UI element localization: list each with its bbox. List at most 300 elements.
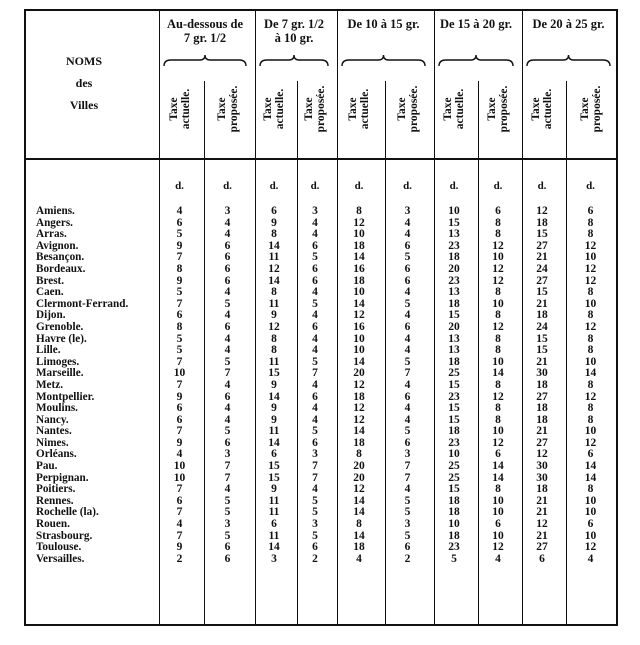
- city-name: Nancy.: [36, 413, 69, 426]
- value-column: [261, 206, 287, 565]
- value-cell: 18: [448, 297, 460, 310]
- value-cell: 5: [312, 425, 318, 438]
- value-cell: 3: [312, 205, 318, 217]
- value-cell: 8: [587, 402, 594, 415]
- value-cell: 5: [176, 228, 183, 241]
- value-cell: 4: [224, 413, 231, 426]
- value-cell: 20: [353, 367, 365, 380]
- value-cell: 15: [536, 332, 548, 345]
- value-cell: 21: [536, 425, 548, 438]
- value-cell: 12: [584, 262, 597, 275]
- value-cell: 4: [404, 378, 411, 391]
- value-cell: 4: [312, 216, 318, 229]
- value-cell: 27: [536, 274, 548, 287]
- unit-label: d.: [586, 180, 595, 192]
- value-cell: 30: [536, 367, 548, 380]
- value-cell: 6: [271, 518, 277, 531]
- value-cell: 9: [271, 378, 277, 391]
- value-cell: 7: [404, 367, 411, 380]
- brace-mark: [526, 54, 611, 68]
- value-cell: 5: [176, 344, 183, 357]
- value-cell: 20: [353, 471, 365, 484]
- value-cell: 6: [495, 205, 501, 217]
- city-name: Rennes.: [36, 494, 74, 507]
- group-separator-line: [522, 11, 523, 624]
- unit-label: d.: [537, 180, 547, 192]
- subcolumn-separator-line: [204, 81, 205, 624]
- value-cell: 5: [312, 251, 318, 264]
- value-cell: 7: [176, 425, 183, 438]
- value-cell: 10: [353, 286, 365, 299]
- value-cell: 8: [271, 228, 277, 241]
- value-cell: 15: [268, 460, 280, 473]
- value-cell: 23: [448, 436, 460, 449]
- value-cell: 9: [176, 541, 183, 554]
- value-cell: 18: [448, 494, 460, 507]
- taxe-proposee-header: [395, 76, 420, 142]
- value-cell: 4: [176, 448, 183, 461]
- value-cell: 5: [224, 297, 231, 310]
- value-cell: 6: [176, 494, 183, 507]
- value-cell: 6: [312, 541, 318, 554]
- city-name: Dijon.: [36, 309, 66, 322]
- value-cell: 14: [584, 460, 597, 473]
- value-cell: 4: [224, 378, 231, 391]
- group-title-line: à 10 gr.: [274, 31, 314, 45]
- value-cell: 14: [268, 541, 280, 554]
- city-name: Marseille.: [36, 367, 84, 380]
- unit-label: d.: [175, 180, 184, 192]
- city-name: Versailles.: [36, 552, 85, 565]
- city-name: Nimes.: [36, 436, 69, 449]
- value-cell: 4: [224, 309, 231, 322]
- value-cell: 12: [536, 205, 548, 217]
- value-cell: 3: [224, 518, 231, 531]
- subheader-text: Taxe actuelle.: [442, 88, 466, 130]
- value-cell: 3: [404, 205, 411, 217]
- value-cell: 8: [587, 483, 594, 496]
- value-cell: 12: [584, 320, 597, 333]
- city-name: Lille.: [36, 344, 61, 357]
- value-cell: 10: [584, 425, 597, 438]
- value-cell: 12: [353, 216, 365, 229]
- value-cell: 6: [312, 390, 318, 403]
- value-cell: 12: [353, 402, 365, 415]
- header-villes: Villes: [69, 98, 99, 112]
- value-cell: 12: [268, 320, 280, 333]
- value-cell: 8: [587, 378, 594, 391]
- value-cell: 2: [176, 552, 183, 565]
- group-title: [520, 17, 617, 31]
- names-column-header: [34, 50, 134, 116]
- subheader-text: Taxe actuelle.: [347, 88, 371, 130]
- value-cell: 7: [176, 355, 183, 368]
- brace-mark: [341, 54, 426, 68]
- value-cell: 7: [224, 460, 231, 473]
- city-name: Besançon.: [36, 251, 85, 264]
- value-cell: 14: [268, 239, 280, 252]
- group-title: [432, 17, 520, 31]
- value-cell: 2: [404, 552, 411, 565]
- value-cell: 18: [353, 274, 365, 287]
- value-cell: 11: [268, 297, 280, 310]
- value-cell: 7: [312, 460, 318, 473]
- value-cell: 4: [587, 552, 594, 565]
- value-cell: 12: [268, 262, 280, 275]
- value-cell: 6: [224, 262, 231, 275]
- value-cell: 10: [492, 355, 504, 368]
- value-cell: 4: [312, 309, 318, 322]
- value-cell: 5: [312, 494, 318, 507]
- unit-label: d.: [223, 180, 232, 192]
- value-cell: 18: [448, 251, 460, 264]
- value-cell: 11: [268, 355, 280, 368]
- city-name: Pau.: [36, 460, 58, 473]
- value-cell: 15: [448, 483, 460, 496]
- subcolumn-separator-line: [478, 81, 479, 624]
- value-cell: 6: [587, 205, 594, 217]
- value-cell: 15: [448, 413, 460, 426]
- subcolumn-separator-line: [566, 81, 567, 624]
- value-cell: 6: [404, 541, 411, 554]
- taxe-actuelle-header: [167, 76, 192, 142]
- value-cell: 5: [176, 286, 183, 299]
- value-cell: 11: [268, 529, 280, 542]
- taxe-actuelle-header: [264, 76, 284, 142]
- city-name: Strasbourg.: [36, 529, 93, 542]
- unit-label: d.: [310, 180, 320, 192]
- value-cell: 8: [495, 286, 501, 299]
- value-cell: 10: [353, 344, 365, 357]
- value-cell: 6: [312, 436, 318, 449]
- value-cell: 7: [176, 506, 183, 519]
- value-cell: 3: [224, 448, 231, 461]
- value-cell: 18: [536, 378, 548, 391]
- value-cell: 8: [587, 228, 594, 241]
- value-cell: 15: [536, 344, 548, 357]
- value-cell: 5: [404, 529, 411, 542]
- value-column: [485, 206, 511, 565]
- value-cell: 25: [448, 367, 460, 380]
- value-cell: 6: [404, 436, 411, 449]
- value-cell: 3: [404, 518, 411, 531]
- value-cell: 14: [353, 251, 365, 264]
- value-cell: 14: [492, 367, 504, 380]
- group-separator-line: [337, 11, 338, 624]
- value-cell: 5: [224, 529, 231, 542]
- value-cell: 5: [451, 552, 457, 565]
- value-cell: 4: [495, 552, 501, 565]
- value-cell: 10: [353, 332, 365, 345]
- value-cell: 14: [353, 529, 365, 542]
- value-cell: 8: [271, 344, 277, 357]
- taxe-actuelle-header: [444, 76, 464, 142]
- city-name: Amiens.: [36, 205, 75, 217]
- city-name: Moulins.: [36, 402, 78, 415]
- city-name: Toulouse.: [36, 541, 82, 554]
- group-title-line: 7 gr. 1/2: [183, 31, 227, 45]
- value-cell: 9: [176, 239, 183, 252]
- value-cell: 12: [536, 448, 548, 461]
- value-cell: 5: [404, 355, 411, 368]
- value-cell: 6: [176, 413, 183, 426]
- value-cell: 5: [312, 297, 318, 310]
- city-name: Arras.: [36, 228, 67, 241]
- value-cell: 14: [584, 471, 597, 484]
- value-cell: 12: [584, 541, 597, 554]
- value-cell: 6: [224, 239, 231, 252]
- value-cell: 3: [312, 448, 318, 461]
- city-name: Rouen.: [36, 518, 70, 531]
- value-cell: 20: [448, 320, 460, 333]
- city-name: Nantes.: [36, 425, 72, 438]
- value-cell: 7: [176, 483, 183, 496]
- value-cell: 11: [268, 251, 280, 264]
- unit-label: d.: [269, 180, 279, 192]
- value-cell: 21: [536, 355, 548, 368]
- value-cell: 4: [224, 228, 231, 241]
- value-column: [395, 206, 421, 565]
- value-cell: 10: [448, 518, 460, 531]
- value-cell: 16: [353, 262, 365, 275]
- value-cell: 9: [271, 309, 277, 322]
- value-cell: 7: [224, 367, 231, 380]
- value-cell: 10: [492, 425, 504, 438]
- value-cell: 4: [224, 286, 231, 299]
- value-cell: 11: [268, 506, 280, 519]
- value-cell: 12: [584, 239, 597, 252]
- value-cell: 7: [312, 471, 318, 484]
- value-cell: 6: [539, 552, 545, 565]
- value-cell: 4: [312, 483, 318, 496]
- value-cell: 12: [492, 274, 504, 287]
- value-cell: 5: [404, 506, 411, 519]
- value-cell: 4: [224, 402, 231, 415]
- value-cell: 4: [404, 332, 411, 345]
- value-cell: 13: [448, 228, 460, 241]
- value-cell: 4: [312, 228, 318, 241]
- value-cell: 9: [176, 436, 183, 449]
- value-cell: 18: [353, 541, 365, 554]
- value-cell: 6: [587, 448, 594, 461]
- value-column: [529, 206, 555, 565]
- value-cell: 4: [312, 286, 318, 299]
- brace-mark: [438, 54, 514, 68]
- value-cell: 3: [224, 205, 231, 217]
- value-cell: 6: [587, 518, 594, 531]
- value-cell: 23: [448, 390, 460, 403]
- value-cell: 14: [492, 460, 504, 473]
- value-cell: 4: [404, 413, 411, 426]
- value-cell: 20: [448, 262, 460, 275]
- value-cell: 6: [404, 390, 411, 403]
- value-cell: 25: [448, 471, 460, 484]
- group-title-line: De 20 à 25 gr.: [532, 17, 605, 31]
- value-cell: 8: [176, 320, 183, 333]
- value-cell: 18: [536, 309, 548, 322]
- subheader-text: Taxe actuelle.: [530, 88, 554, 130]
- taxe-proposee-header: [305, 76, 325, 142]
- value-cell: 10: [492, 529, 504, 542]
- value-cell: 4: [224, 344, 231, 357]
- value-cell: 5: [176, 332, 183, 345]
- value-cell: 6: [312, 262, 318, 275]
- value-column: [167, 206, 193, 565]
- brace-mark: [163, 54, 247, 68]
- value-cell: 4: [312, 402, 318, 415]
- value-cell: 6: [176, 402, 183, 415]
- value-cell: 4: [404, 309, 411, 322]
- value-cell: 18: [448, 355, 460, 368]
- value-cell: 27: [536, 390, 548, 403]
- value-cell: 6: [404, 262, 411, 275]
- value-cell: 25: [448, 460, 460, 473]
- value-cell: 8: [495, 378, 501, 391]
- value-cell: 12: [353, 413, 365, 426]
- value-cell: 4: [312, 332, 318, 345]
- value-cell: 10: [584, 355, 597, 368]
- value-cell: 6: [224, 274, 231, 287]
- value-cell: 10: [584, 506, 597, 519]
- value-cell: 9: [271, 216, 277, 229]
- value-cell: 13: [448, 332, 460, 345]
- value-cell: 6: [271, 205, 277, 217]
- value-cell: 14: [353, 297, 365, 310]
- subcolumn-separator-line: [297, 81, 298, 624]
- value-cell: 10: [492, 506, 504, 519]
- value-cell: 8: [356, 518, 362, 531]
- value-cell: 12: [536, 518, 548, 531]
- value-cell: 4: [404, 228, 411, 241]
- value-cell: 8: [495, 216, 501, 229]
- value-cell: 5: [312, 355, 318, 368]
- unit-label: d.: [493, 180, 503, 192]
- value-cell: 21: [536, 506, 548, 519]
- value-cell: 8: [587, 216, 594, 229]
- value-cell: 4: [312, 378, 318, 391]
- value-cell: 18: [448, 529, 460, 542]
- group-title-line: Au-dessous de: [166, 17, 244, 31]
- value-cell: 10: [584, 251, 597, 264]
- value-cell: 18: [448, 425, 460, 438]
- city-name: Brest.: [36, 274, 65, 287]
- value-cell: 23: [448, 541, 460, 554]
- value-cell: 4: [312, 344, 318, 357]
- taxe-actuelle-header: [349, 76, 369, 142]
- value-cell: 12: [492, 320, 504, 333]
- value-cell: 11: [268, 494, 280, 507]
- value-cell: 4: [356, 552, 362, 565]
- header-divider: [26, 158, 616, 160]
- city-name: Montpellier.: [36, 390, 95, 403]
- value-cell: 6: [224, 320, 231, 333]
- value-cell: 6: [312, 239, 318, 252]
- group-separator-line: [434, 11, 435, 624]
- value-cell: 5: [312, 529, 318, 542]
- city-name: Bordeaux.: [36, 262, 86, 275]
- value-cell: 18: [536, 216, 548, 229]
- city-name: Havre (le).: [36, 332, 87, 345]
- unit-label: d.: [449, 180, 459, 192]
- value-cell: 10: [448, 448, 460, 461]
- value-cell: 12: [492, 436, 504, 449]
- value-cell: 5: [224, 425, 231, 438]
- taxe-proposee-header: [578, 76, 603, 142]
- subheader-text: Taxe proposée.: [303, 85, 327, 133]
- value-cell: 8: [587, 344, 594, 357]
- value-cell: 15: [448, 309, 460, 322]
- value-cell: 14: [268, 274, 280, 287]
- value-cell: 18: [536, 483, 548, 496]
- value-cell: 7: [404, 460, 411, 473]
- value-column: [215, 206, 241, 565]
- value-cell: 18: [536, 413, 548, 426]
- value-cell: 27: [536, 436, 548, 449]
- value-cell: 14: [584, 367, 597, 380]
- value-cell: 18: [448, 506, 460, 519]
- value-cell: 7: [404, 471, 411, 484]
- taxe-proposee-header: [215, 76, 240, 142]
- city-name: Clermont-Ferrand.: [36, 297, 129, 310]
- value-cell: 15: [536, 228, 548, 241]
- value-cell: 14: [353, 506, 365, 519]
- value-column: [302, 206, 328, 565]
- value-cell: 10: [353, 228, 365, 241]
- value-cell: 6: [404, 320, 411, 333]
- value-cell: 14: [353, 494, 365, 507]
- city-names-column: [36, 206, 128, 565]
- value-cell: 5: [224, 355, 231, 368]
- city-name: Perpignan.: [36, 471, 89, 484]
- subheader-text: Taxe proposée.: [578, 85, 603, 133]
- value-cell: 4: [404, 402, 411, 415]
- value-cell: 4: [404, 286, 411, 299]
- value-cell: 15: [448, 216, 460, 229]
- value-cell: 3: [404, 448, 411, 461]
- value-cell: 6: [495, 448, 501, 461]
- value-column: [346, 206, 372, 565]
- value-cell: 5: [404, 494, 411, 507]
- value-cell: 5: [404, 251, 411, 264]
- group-title: [157, 17, 253, 45]
- value-cell: 3: [271, 552, 277, 565]
- value-cell: 23: [448, 239, 460, 252]
- value-cell: 16: [353, 320, 365, 333]
- value-cell: 8: [271, 332, 277, 345]
- value-cell: 8: [356, 448, 362, 461]
- value-cell: 10: [492, 251, 504, 264]
- subheader-text: Taxe proposée.: [486, 85, 510, 133]
- value-cell: 9: [176, 274, 183, 287]
- value-cell: 10: [492, 494, 504, 507]
- value-cell: 10: [492, 297, 504, 310]
- value-cell: 5: [404, 297, 411, 310]
- group-title: [335, 17, 432, 31]
- subheader-text: Taxe proposée.: [395, 85, 420, 133]
- value-cell: 8: [587, 332, 594, 345]
- subheader-text: Taxe proposée.: [215, 85, 240, 133]
- value-cell: 15: [268, 471, 280, 484]
- value-cell: 8: [495, 483, 501, 496]
- value-cell: 8: [176, 262, 183, 275]
- value-cell: 14: [353, 355, 365, 368]
- value-cell: 9: [271, 402, 277, 415]
- value-cell: 18: [353, 436, 365, 449]
- unit-label: d.: [354, 180, 364, 192]
- value-cell: 4: [404, 216, 411, 229]
- value-cell: 14: [268, 436, 280, 449]
- value-cell: 12: [353, 309, 365, 322]
